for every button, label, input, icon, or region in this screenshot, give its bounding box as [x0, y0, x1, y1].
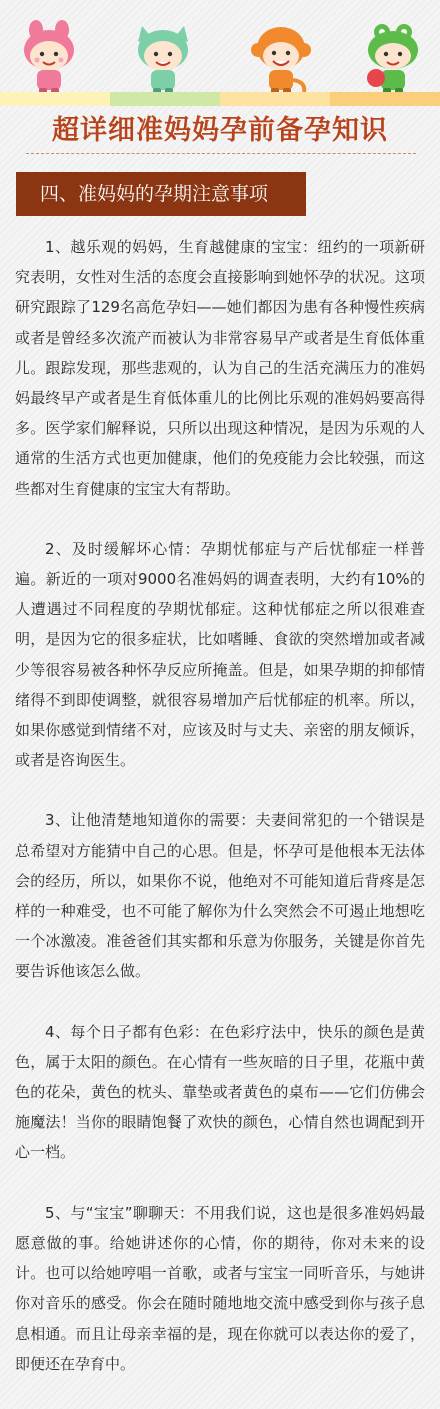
article-body: [15, 232, 425, 1409]
paragraph-3: 3、让他清楚地知道你的需要：夫妻间常犯的一个错误是总希望对方能猜中自己的心思。但是，怀孕可是他根本无法体会的经历，所以，如果你不说，他绝对不可能知道后背疼是怎样的一种难受，也不可能了解你为什么突然会不可遏止地想吃一个冰激凌。准爸爸们其实都和乐意为你服务，关键是你首先要告诉他该怎么做。: [15, 811, 425, 981]
paragraph-2: 2、及时缓解坏心情：孕期忧郁症与产后忧郁症一样普遍。新近的一项对9000名准妈妈的调查表明，大约有10%的人遭遇过不同程度的孕期忧郁症。这种忧郁症之所以很难查明，是因为它的很多症状，比如嗜睡、食欲的突然增加或者减少等很容易被各种怀孕反应所掩盖。但是，如果孕期的抑郁情绪得不到即使调整，就很容易增加产后忧郁症的机率。所以，如果你感觉到情绪不对，应该及时与丈夫、亲密的朋友倾诉，或者是咨询医生。: [15, 539, 425, 770]
green-frog-mascot-icon: [362, 20, 424, 96]
green-cat-mascot-icon: [132, 20, 194, 96]
title-divider: [26, 153, 416, 154]
stripe-segment: [330, 92, 440, 106]
section-heading: 四、准妈妈的孕期注意事项: [16, 172, 306, 216]
header-mascot-band: [0, 0, 440, 96]
stripe-segment: [220, 92, 330, 106]
orange-monkey-mascot-icon: [250, 20, 312, 96]
stripe-segment: [0, 92, 110, 106]
pink-bunny-mascot-icon: [18, 20, 80, 96]
paragraph-4: 4、每个日子都有色彩：在色彩疗法中，快乐的颜色是黄色，属于太阳的颜色。在心情有一些灰暗的日子里，花瓶中黄色的花朵，黄色的枕头、靠垫或者黄色的桌布——它们仿佛会施魔法！当你的眼睛饱餐了欢快的颜色，心情自然也调配到开心一档。: [15, 1022, 425, 1162]
page-title: 超详细准妈妈孕前备孕知识: [52, 115, 388, 146]
paragraph-5: 5、与“宝宝”聊聊天：不用我们说，这也是很多准妈妈最愿意做的事。给她讲述你的心情，你的期待，你对未来的设计。也可以给她哼唱一首歌，或者与宝宝一同听音乐，与她讲你对音乐的感受。你会在随时随地地交流中感受到你与孩子息息相通。而且让母亲幸福的是，现在你就可以表达你的爱了，即便还在孕育中。: [15, 1203, 425, 1373]
header-color-stripe: [0, 92, 440, 106]
stripe-segment: [110, 92, 220, 106]
paragraph-1: 1、越乐观的妈妈，生育越健康的宝宝：纽约的一项新研究表明，女性对生活的态度会直接影响到她怀孕的状况。这项研究跟踪了129名高危孕妇——她们都因为患有各种慢性疾病或者是曾经多次流产而被认为非常容易早产或者是生育低体重儿。跟踪发现，那些悲观的，认为自己的生活充满压力的准妈妈最终早产或者是生育低体重儿的比例比乐观的准妈妈要高得多。医学家们解释说，只所以出现这种情况，是因为乐观的人通常的生活方式也更加健康，他们的免疫能力会比较强，而这些都对生育健康的宝宝大有帮助。: [15, 238, 425, 498]
